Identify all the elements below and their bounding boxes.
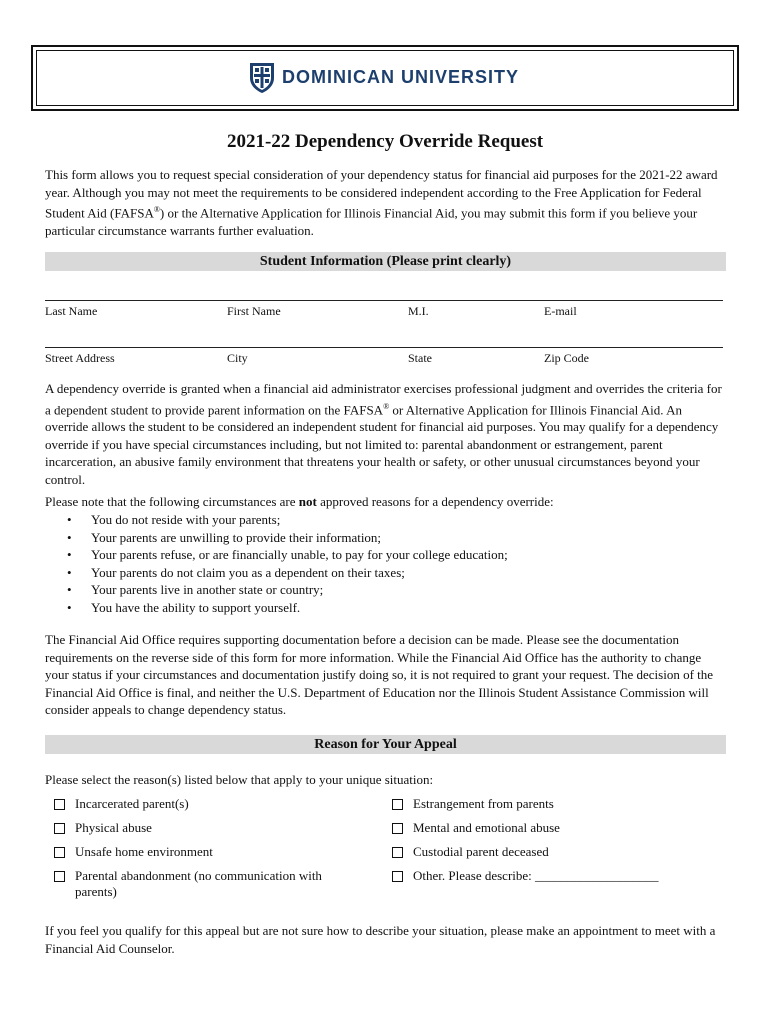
bullet-icon: •	[67, 582, 72, 597]
student-info-heading: Student Information (Please print clearly)	[45, 252, 726, 271]
reg-mark: ®	[153, 205, 160, 214]
list-item-text: Your parents are unwilling to provide their information;	[91, 529, 382, 545]
not-approved-lead	[45, 493, 727, 511]
checkbox[interactable]	[54, 847, 65, 858]
list-item	[45, 599, 508, 617]
label-first-name: First Name	[227, 304, 281, 318]
list-item	[45, 529, 508, 547]
label-street-address: Street Address	[45, 351, 115, 365]
option-mental-emotional-abuse[interactable]	[392, 820, 722, 836]
bullet-icon: •	[67, 512, 72, 527]
university-crest-icon	[248, 60, 276, 94]
label-mi: M.I.	[408, 304, 429, 318]
option-label: Incarcerated parent(s)	[75, 796, 189, 811]
option-incarcerated-parent[interactable]	[54, 796, 354, 812]
checkbox[interactable]	[392, 871, 403, 882]
label-last-name: Last Name	[45, 304, 98, 318]
list-item-text: Your parents do not claim you as a dependent on their taxes;	[91, 564, 405, 580]
list-item-text: You have the ability to support yourself.	[91, 599, 301, 615]
label-email: E-mail	[544, 304, 577, 318]
option-physical-abuse[interactable]	[54, 820, 354, 836]
closing-paragraph: If you feel you qualify for this appeal but are not sure how to describe your situation, please make an appointment to meet with a Financial Aid Counselor.	[45, 923, 716, 956]
intro-text-2: ) or the Alternative Application for Illinois Financial Aid, you may submit this form if you believe your particular circumstance warrants further evaluation.	[45, 205, 698, 238]
reg-mark-2: ®	[383, 401, 390, 411]
checkbox[interactable]	[392, 823, 403, 834]
checkbox[interactable]	[392, 847, 403, 858]
option-label: Unsafe home environment	[75, 844, 213, 859]
university-logo	[248, 60, 519, 94]
intro-paragraph	[45, 166, 727, 239]
lead-after: approved reasons for a dependency override:	[316, 494, 554, 509]
option-estrangement[interactable]	[392, 796, 722, 812]
documentation-paragraph: The Financial Aid Office requires supporting documentation before a decision can be made. Please see the documentation requirements on the reverse side of this form for more information. While the Financial Aid Office has the authority to change your status if your circumstances and documentation justify doing so, it is not required to grant your request. The decision of the Financial Aid Office is final, and neither the U.S. Department of Education nor the Illinois Student Assistance Commission will consider appeals to change dependency status.	[45, 632, 714, 717]
page-title: 2021-22 Dependency Override Request	[226, 131, 544, 152]
option-label: Other. Please describe: ___________________	[413, 868, 659, 883]
option-unsafe-home[interactable]	[54, 844, 354, 860]
label-state: State	[408, 351, 432, 365]
option-label: Mental and emotional abuse	[413, 820, 560, 835]
appeal-heading: Reason for Your Appeal	[45, 735, 726, 754]
list-item	[45, 564, 508, 582]
list-item	[45, 546, 508, 564]
lead-bold: not	[298, 494, 317, 509]
appeal-instruction: Please select the reason(s) listed below that apply to your unique situation:	[45, 772, 434, 787]
intro-text-1: This form allows you to request special consideration of your dependency status for financial aid purposes for the 2021-22 award year. Although you may not meet the requirements to be considered independent according to the Free Application for Federal Student Aid (FAFSA	[45, 167, 718, 221]
bullet-icon: •	[67, 564, 72, 580]
override-description	[45, 380, 727, 488]
override-text-2: or Alternative Application for Illinois Financial Aid. An override allows the student to be considered an independent student for financial aid purposes. You may qualify for a dependency override if you have special circumstances including, but not limited to: parental abandonment or estrangement, parent incarceration, an abusive family environment that threatens your health or safety, or other unusual circumstances beyond your control.	[45, 401, 719, 487]
list-item	[45, 581, 508, 599]
field-line-row-2[interactable]	[45, 347, 723, 348]
label-zip-code: Zip Code	[544, 351, 589, 365]
lead-before: Please note that the following circumstances are	[45, 494, 299, 509]
list-item-text: Your parents live in another state or country;	[91, 582, 324, 597]
option-label: Physical abuse	[75, 820, 152, 835]
override-text-1: A dependency override is granted when a financial aid administrator exercises professional judgment and overrides the criteria for a dependent student to provide parent information on the FAFSA	[45, 381, 722, 417]
bullet-icon: •	[67, 547, 72, 562]
university-name: DOMINICAN UNIVERSITY	[282, 66, 520, 87]
checkbox[interactable]	[392, 799, 403, 810]
list-item-text: You do not reside with your parents;	[91, 512, 281, 527]
checkbox[interactable]	[54, 871, 65, 882]
option-other[interactable]	[392, 868, 722, 884]
label-city: City	[227, 351, 248, 365]
option-label: Parental abandonment (no communication with parents)	[75, 868, 322, 899]
option-label: Estrangement from parents	[413, 796, 554, 811]
list-item-text: Your parents refuse, or are financially unable, to pay for your college education;	[91, 547, 508, 562]
checkbox[interactable]	[54, 823, 65, 834]
option-custodial-parent-deceased[interactable]	[392, 844, 722, 860]
checkbox[interactable]	[54, 799, 65, 810]
option-parental-abandonment[interactable]	[54, 868, 354, 900]
list-item	[45, 511, 508, 529]
option-label: Custodial parent deceased	[413, 844, 549, 859]
not-approved-list	[45, 511, 508, 616]
field-line-row-1[interactable]	[45, 300, 723, 301]
bullet-icon: •	[67, 529, 72, 545]
bullet-icon: •	[67, 599, 72, 615]
